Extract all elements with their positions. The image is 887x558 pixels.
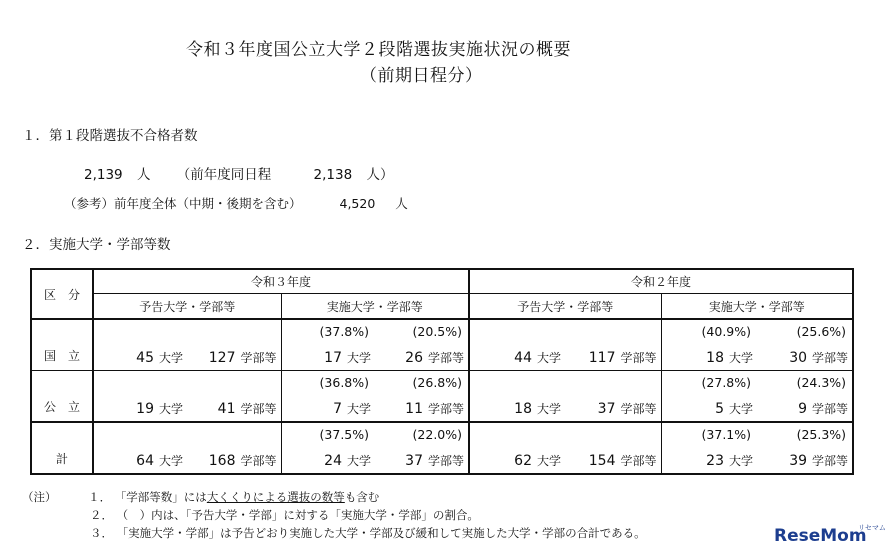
kubun-header: 区 分 bbox=[43, 287, 80, 302]
r2-jisshi_dept-cell bbox=[757, 371, 853, 423]
r2-jisshi_dept-value bbox=[798, 400, 848, 417]
r3-jisshi_dept-number: 11 bbox=[405, 401, 423, 417]
r2-yokoku_dept-cell bbox=[565, 422, 661, 474]
logo-subtext: リセマム bbox=[858, 524, 886, 532]
prev-unit: 人） bbox=[366, 167, 394, 183]
r3-jisshi_univ-value bbox=[324, 452, 371, 469]
year-header-r3: 令和３年度 bbox=[93, 269, 469, 294]
r3-jisshi_univ-value bbox=[333, 400, 371, 417]
r3-jisshi_univ-number: 24 bbox=[324, 453, 342, 469]
r3-jisshi_univ-unit: 大学 bbox=[346, 454, 371, 468]
r2-yokoku_dept-unit: 学部等 bbox=[620, 454, 657, 468]
r3-jisshi_dept-value bbox=[405, 452, 464, 469]
rejected-count-unit: 人 bbox=[136, 167, 151, 183]
r2-jisshi_univ-unit: 大学 bbox=[729, 351, 754, 365]
r3-yokoku_dept-value bbox=[209, 452, 277, 469]
sub-header-r2-jisshi: 実施大学・学部等 bbox=[661, 294, 853, 320]
reference-value: 4,520 bbox=[339, 196, 376, 211]
r2-yokoku_univ-number: 18 bbox=[514, 401, 532, 417]
r3-yokoku_univ-unit: 大学 bbox=[158, 402, 183, 416]
r2-jisshi_dept-number: 9 bbox=[798, 401, 808, 417]
r3-yokoku_dept-cell bbox=[187, 422, 281, 474]
r2-yokoku_univ-number: 62 bbox=[514, 453, 532, 469]
reference-line bbox=[64, 194, 408, 212]
r3-jisshi_dept-value bbox=[405, 400, 464, 417]
r3-jisshi_dept-number: 37 bbox=[405, 453, 423, 469]
note-2-text: （ ）内は、「予告大学・学部」に対する「実施大学・学部」の割合。 bbox=[116, 508, 479, 522]
rejected-count bbox=[84, 163, 394, 183]
note-3-text: 「実施大学・学部」は予告どおり実施した大学・学部及び緩和して実施した大学・学部の合計である。 bbox=[116, 526, 646, 540]
r2-yokoku_univ-cell bbox=[469, 319, 565, 371]
r2-yokoku_dept-value bbox=[589, 452, 657, 469]
r3-yokoku_univ-number: 19 bbox=[136, 401, 154, 417]
r2-pct_univ: (37.1%) bbox=[701, 427, 752, 442]
r2-jisshi_dept-unit: 学部等 bbox=[812, 351, 849, 365]
r2-yokoku_univ-cell bbox=[469, 422, 565, 474]
r2-pct_dept: (25.3%) bbox=[796, 427, 847, 442]
r3-jisshi_univ-cell bbox=[281, 422, 375, 474]
r3-yokoku_univ-value bbox=[136, 400, 183, 417]
note-2 bbox=[90, 507, 479, 523]
r2-yokoku_univ-cell bbox=[469, 371, 565, 423]
page-subtitle: （前期日程分） bbox=[360, 66, 483, 86]
r2-yokoku_dept-unit: 学部等 bbox=[620, 351, 657, 365]
note-1-underlined: 大くくりによる選抜の数等 bbox=[206, 490, 345, 504]
table-row bbox=[31, 319, 853, 371]
r3-yokoku_univ-value bbox=[136, 452, 183, 469]
r2-yokoku_univ-value bbox=[514, 400, 561, 417]
r2-jisshi_univ-cell bbox=[661, 371, 757, 423]
r2-yokoku_univ-value bbox=[514, 452, 561, 469]
r3-yokoku_dept-unit: 学部等 bbox=[240, 351, 277, 365]
r3-jisshi_dept-value bbox=[405, 349, 464, 366]
r2-jisshi_univ-number: 5 bbox=[715, 401, 724, 417]
r2-yokoku_univ-number: 44 bbox=[514, 350, 532, 366]
r2-yokoku_dept-number: 37 bbox=[597, 401, 616, 417]
r2-jisshi_univ-cell bbox=[661, 319, 757, 371]
r2-jisshi_univ-unit: 大学 bbox=[729, 402, 754, 416]
reference-unit: 人 bbox=[395, 196, 408, 211]
r2-yokoku_univ-unit: 大学 bbox=[537, 402, 562, 416]
note-2-number: ２． bbox=[90, 508, 113, 522]
r2-jisshi_dept-unit: 学部等 bbox=[812, 402, 849, 416]
r3-yokoku_dept-cell bbox=[187, 319, 281, 371]
row-label: 公 立 bbox=[31, 371, 93, 423]
prev-value: 2,138 bbox=[313, 167, 353, 183]
r2-yokoku_dept-value bbox=[598, 400, 657, 417]
r2-jisshi_dept-cell bbox=[757, 319, 853, 371]
r3-yokoku_univ-cell bbox=[93, 319, 187, 371]
year-header-r2: 令和２年度 bbox=[469, 269, 853, 294]
resemom-logo: ReseMom bbox=[774, 526, 867, 546]
r3-jisshi_dept-number: 26 bbox=[405, 350, 423, 366]
r3-yokoku_dept-cell bbox=[187, 371, 281, 423]
note-1 bbox=[22, 489, 379, 505]
r3-jisshi_dept-unit: 学部等 bbox=[428, 351, 465, 365]
summary-table bbox=[30, 268, 854, 475]
page-title: 令和３年度国公立大学２段階選抜実施状況の概要 bbox=[186, 40, 571, 60]
r3-jisshi_dept-cell bbox=[375, 371, 469, 423]
table-row bbox=[31, 422, 853, 474]
r2-jisshi_univ-unit: 大学 bbox=[729, 454, 754, 468]
note-3-number: ３． bbox=[90, 526, 113, 540]
r3-yokoku_dept-number: 41 bbox=[217, 401, 236, 417]
row-label: 計 bbox=[31, 422, 93, 474]
r2-yokoku_dept-cell bbox=[565, 371, 661, 423]
r2-pct_univ: (27.8%) bbox=[701, 375, 752, 390]
r2-jisshi_dept-number: 39 bbox=[789, 453, 808, 469]
reference-label: （参考）前年度全体（中期・後期を含む） bbox=[64, 196, 302, 211]
r3-yokoku_univ-cell bbox=[93, 371, 187, 423]
r2-jisshi_univ-value bbox=[706, 349, 753, 366]
note-1-post: も含む bbox=[344, 490, 380, 504]
r3-jisshi_dept-unit: 学部等 bbox=[428, 402, 465, 416]
note-3 bbox=[90, 525, 646, 541]
rejected-count-value: 2,139 bbox=[84, 167, 123, 183]
r3-yokoku_dept-number: 127 bbox=[208, 350, 236, 366]
r3-yokoku_dept-unit: 学部等 bbox=[240, 402, 277, 416]
table-row bbox=[31, 371, 853, 423]
r3-yokoku_univ-unit: 大学 bbox=[158, 351, 183, 365]
r2-yokoku_univ-unit: 大学 bbox=[537, 351, 562, 365]
r2-jisshi_univ-value bbox=[715, 400, 753, 417]
r2-yokoku_dept-value bbox=[589, 349, 657, 366]
r2-jisshi_univ-number: 18 bbox=[706, 350, 724, 366]
r3-jisshi_dept-cell bbox=[375, 422, 469, 474]
r2-pct_dept: (25.6%) bbox=[796, 324, 847, 339]
r2-yokoku_dept-number: 154 bbox=[588, 453, 616, 469]
section2-heading: ２．実施大学・学部等数 bbox=[22, 237, 171, 253]
r2-yokoku_dept-cell bbox=[565, 319, 661, 371]
note-1-number: １． bbox=[88, 490, 112, 504]
r3-yokoku_univ-number: 45 bbox=[136, 350, 154, 366]
r3-yokoku_univ-value bbox=[136, 349, 183, 366]
r2-pct_dept: (24.3%) bbox=[796, 375, 847, 390]
r3-jisshi_dept-cell bbox=[375, 319, 469, 371]
r3-pct_dept: (20.5%) bbox=[412, 324, 463, 339]
r3-yokoku_univ-number: 64 bbox=[136, 453, 154, 469]
r3-yokoku_dept-number: 168 bbox=[208, 453, 236, 469]
r3-jisshi_univ-number: 7 bbox=[333, 401, 342, 417]
sub-header-r3-jisshi: 実施大学・学部等 bbox=[281, 294, 469, 320]
r2-jisshi_univ-value bbox=[706, 452, 753, 469]
r3-pct_univ: (36.8%) bbox=[319, 375, 369, 390]
r3-pct_univ: (37.5%) bbox=[319, 427, 369, 442]
row-label: 国 立 bbox=[31, 319, 93, 371]
note-label: （注） bbox=[22, 490, 57, 504]
section1-heading: １．第１段階選抜不合格者数 bbox=[22, 128, 198, 144]
r2-yokoku_dept-number: 117 bbox=[588, 350, 616, 366]
r2-yokoku_dept-unit: 学部等 bbox=[620, 402, 657, 416]
r3-jisshi_univ-unit: 大学 bbox=[346, 402, 371, 416]
r2-jisshi_dept-number: 30 bbox=[789, 350, 808, 366]
r3-yokoku_univ-unit: 大学 bbox=[158, 454, 183, 468]
r3-jisshi_dept-unit: 学部等 bbox=[428, 454, 465, 468]
r2-yokoku_univ-unit: 大学 bbox=[537, 454, 562, 468]
r3-jisshi_univ-cell bbox=[281, 371, 375, 423]
sub-header-r2-yokoku: 予告大学・学部等 bbox=[469, 294, 661, 320]
note-1-pre: 「学部等数」には bbox=[114, 490, 207, 504]
r3-yokoku_dept-unit: 学部等 bbox=[240, 454, 277, 468]
r3-yokoku_dept-value bbox=[209, 349, 277, 366]
r3-pct_univ: (37.8%) bbox=[319, 324, 369, 339]
r2-jisshi_dept-value bbox=[789, 452, 848, 469]
r2-pct_univ: (40.9%) bbox=[701, 324, 752, 339]
r3-jisshi_univ-cell bbox=[281, 319, 375, 371]
prev-label: （前年度同日程 bbox=[176, 167, 272, 183]
r2-jisshi_univ-number: 23 bbox=[706, 453, 724, 469]
r3-yokoku_dept-value bbox=[218, 400, 277, 417]
r2-yokoku_univ-value bbox=[514, 349, 561, 366]
r3-jisshi_univ-unit: 大学 bbox=[346, 351, 371, 365]
r3-pct_dept: (26.8%) bbox=[412, 375, 463, 390]
r3-jisshi_univ-number: 17 bbox=[324, 350, 342, 366]
r3-jisshi_univ-value bbox=[324, 349, 371, 366]
r3-pct_dept: (22.0%) bbox=[412, 427, 463, 442]
r2-jisshi_dept-cell bbox=[757, 422, 853, 474]
r2-jisshi_dept-value bbox=[789, 349, 848, 366]
r3-yokoku_univ-cell bbox=[93, 422, 187, 474]
r2-jisshi_dept-unit: 学部等 bbox=[812, 454, 849, 468]
sub-header-r3-yokoku: 予告大学・学部等 bbox=[93, 294, 281, 320]
r2-jisshi_univ-cell bbox=[661, 422, 757, 474]
